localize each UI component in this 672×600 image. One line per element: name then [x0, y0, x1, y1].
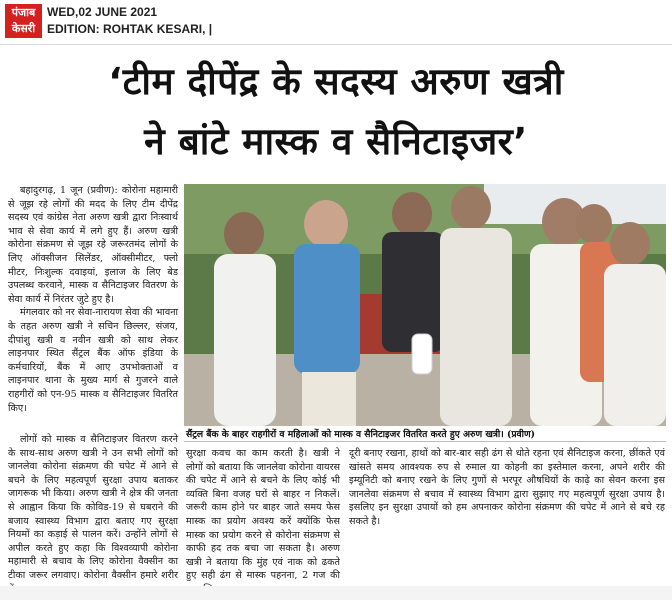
punjab-kesari-logo: पंजाब केसरी [5, 4, 42, 38]
article-column-1-top [8, 184, 178, 415]
article-paragraph: बहादुरगढ़, 1 जून (प्रवीण): कोरोना महामारी से जूझ रहे लोगों की मदद के लिए टीम दीपेंद्र सदस्य एवं कांग्रेस नेता अरुण खत्री द्वारा निःस्वार्थ भाव से सेवा कार्य में लगे हुए हैं। अरुण खत्री कोरोना संक्रमण से जूझ रहे जरूरतमंद लोगों के लिए ऑक्सीजन सिलेंडर, ऑक्सीमीटर, फ्लो मीटर, निःशुल्क दवाइयां, इलाज के लिए बेड उपलब्ध करवाने, मास्क व सैनिटाइजर वितरण के सेवा कार्य में निरंतर जुटे हुए है। [8, 185, 178, 305]
article-paragraph: सुरक्षा कवच का काम करती है। खत्री ने लोगों को बताया कि जानलेवा कोरोना वायरस की चपेट में आने से बचने के लिए कोई भी व्यक्ति बिना वजह घरों से बाहर न निकलें। जरूरी काम होने पर बाहर जाते समय फेस मास्क का प्रयोग अवश्य करें क्योंकि फेस मास्क का प्रयोग करने से कोरोना संक्रमण से काफी हद तक बचा जा सकता है। अरुण खत्री ने बताया कि मुंह एवं नाक को ढकते हुए सही ढंग से मास्क पहनना, 2 गज की [186, 448, 340, 582]
headline-line-1: ‘टीम दीपेंद्र के सदस्य अरुण खत्री [108, 60, 564, 103]
article-paragraph: दूरी बनाए रखना, हाथों को बार-बार सही ढंग से धोते रहना एवं सैनिटाइज करना, छींकते एवं खांसते समय आवश्यक रुप से रुमाल या कोहनी का इस्तेमाल करना, अपने शरीर की इम्यूनिटी को बनाए रखने के लिए गुणों से भरपूर औषधियों के काढ़े का सेवन करना इस जानलेवा संक्रमण से बचाव में स्वास्थ्य विभाग द्वारा सुझाए गए महत्वपूर्ण सुरक्षा उपाय है। इसलिए इन सुरक्षा उपायों को हम अपनाकर कोरोना संक्रमण की चपेट में आने से बचे रह सकते है। [349, 448, 665, 527]
article-headline [0, 52, 672, 172]
masthead [0, 0, 672, 45]
page-bottom-band [0, 586, 672, 600]
article-paragraph: लोगों को मास्क व सैनिटाइजर वितरण करने के साथ-साथ अरुण खत्री ने उन सभी लोगों को जानलेवा कोरोना संक्रमण की चपेट में आने से बचने के लिए महत्वपूर्ण सुरक्षा उपाय बताकर जागरूक भी किया। अरुण खत्री ने क्षेत्र की जनता से आह्वान किया कि कोविड-19 से घबराने की बजाय स्वास्थ्य विभाग द्वारा बताए गए सुरक्षा नियमों का कड़ाई से पालन करें। उन्होंने लोगों से अपील करते हुए कहा कि विश्वव्यापी कोरोना महामारी से बचाव के लिए कोरोना वैक्सीन का टीका जरूर लगवाए। कोरोना वैक्सीन हमारे शरीर [8, 434, 178, 581]
article-paragraph: मंगलवार को नर सेवा-नारायण सेवा की भावना के तहत अरुण खत्री ने सचिन छिल्लर, संजय, दीपांशु खत्री व नवीन खत्री को साथ लेकर लाइनपार स्थित सैंट्रल बैंक ऑफ इंडिया के कर्मचारियों, बैंक में आए उपभोक्ताओं व लाइनपार थाना के मुख्य मार्ग से गुजरने वाले राहगीरों को एन-95 मास्क व सैनिटाइजर वितरित किए। [8, 307, 178, 414]
article-column-3 [349, 447, 665, 529]
news-photo-illustration [184, 184, 666, 426]
article-column-2 [186, 447, 340, 597]
photo-caption: सैंट्रल बैंक के बाहर राहगीरों व महिलाओं को मास्क व सैनिटाइजर वितरित करते हुए अरुण खत्री। (प्रवीण) [186, 429, 536, 440]
caption-divider [184, 441, 666, 442]
article-column-1-bottom [8, 433, 178, 596]
headline-line-2: ने बांटे मास्क व सैनिटाइजर’ [144, 120, 528, 163]
news-photo [184, 184, 666, 426]
edition-label: EDITION: ROHTAK KESARI, | [47, 22, 213, 36]
date-label: WED,02 JUNE 2021 [47, 5, 158, 19]
